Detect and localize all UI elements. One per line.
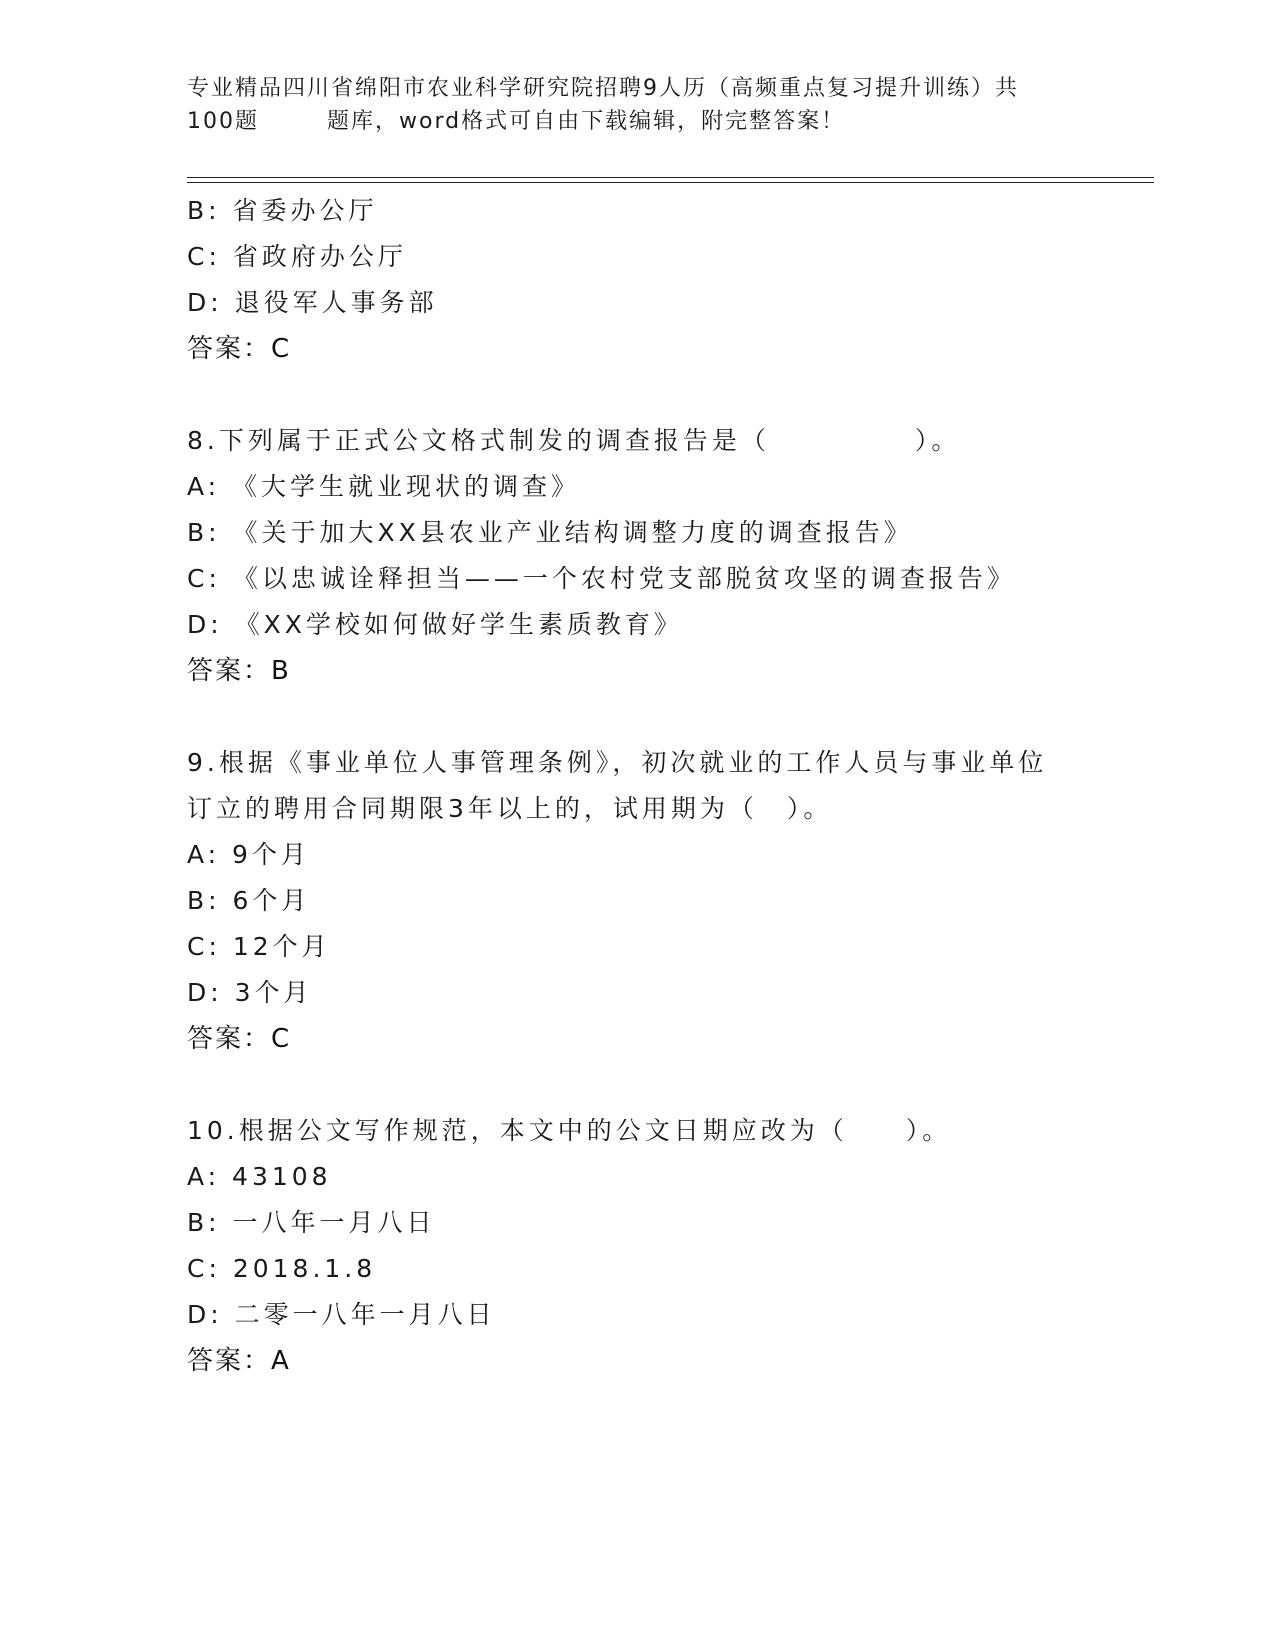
option-c: C: 省政府办公厅 bbox=[187, 242, 407, 271]
header-description: 题库，word格式可自由下载编辑，附完整答案！ bbox=[327, 109, 846, 134]
question-9 bbox=[187, 740, 1087, 1062]
option-d: D: 退役军人事务部 bbox=[187, 288, 438, 317]
question-8 bbox=[187, 418, 1087, 694]
header-title-line: 专业精品四川省绵阳市农业科学研究院招聘9人历（高频重点复习提升训练）共 bbox=[187, 76, 1019, 101]
answer-line: 答案：C bbox=[187, 1024, 292, 1054]
answer-line: 答案：A bbox=[187, 1346, 291, 1376]
header-rule-bottom bbox=[187, 182, 1154, 183]
question-count: 100题 bbox=[187, 109, 259, 134]
question-stem: 10.根据公文写作规范，本文中的公文日期应改为（ ）。 bbox=[187, 1116, 952, 1145]
answer-line: 答案：B bbox=[187, 656, 291, 686]
header-subtitle-line bbox=[187, 105, 1067, 138]
question-10 bbox=[187, 1108, 1087, 1384]
document-header bbox=[187, 72, 1067, 138]
question-list bbox=[187, 188, 1087, 1384]
spacer bbox=[187, 1062, 1087, 1108]
option-a: A: 9个月 bbox=[187, 840, 310, 869]
question-stem-line-2: 订立的聘用合同期限3年以上的，试用期为（ ）。 bbox=[187, 794, 833, 823]
answer-line: 答案：C bbox=[187, 334, 292, 364]
option-d: D: 《XX学校如何做好学生素质教育》 bbox=[187, 610, 683, 639]
option-b: B: 《关于加大XX县农业产业结构调整力度的调查报告》 bbox=[187, 518, 913, 547]
option-b: B: 6个月 bbox=[187, 886, 311, 915]
option-c: C: 2018.1.8 bbox=[187, 1254, 377, 1283]
question-stem: 8.下列属于正式公文格式制发的调查报告是（ ）。 bbox=[187, 426, 961, 455]
spacer bbox=[187, 372, 1087, 418]
option-c: C: 《以忠诚诠释担当——一个农村党支部脱贫攻坚的调查报告》 bbox=[187, 564, 1016, 593]
header-rule-top bbox=[187, 177, 1154, 178]
option-b: B: 省委办公厅 bbox=[187, 196, 378, 225]
option-a: A: 《大学生就业现状的调查》 bbox=[187, 472, 581, 501]
option-d: D: 3个月 bbox=[187, 978, 313, 1007]
option-a: A: 43108 bbox=[187, 1162, 332, 1191]
option-d: D: 二零一八年一月八日 bbox=[187, 1300, 496, 1329]
question-7-tail bbox=[187, 188, 1087, 372]
spacer bbox=[187, 694, 1087, 740]
question-stem-line-1: 9.根据《事业单位人事管理条例》，初次就业的工作人员与事业单位 bbox=[187, 748, 1048, 777]
option-b: B: 一八年一月八日 bbox=[187, 1208, 436, 1237]
option-c: C: 12个月 bbox=[187, 932, 331, 961]
